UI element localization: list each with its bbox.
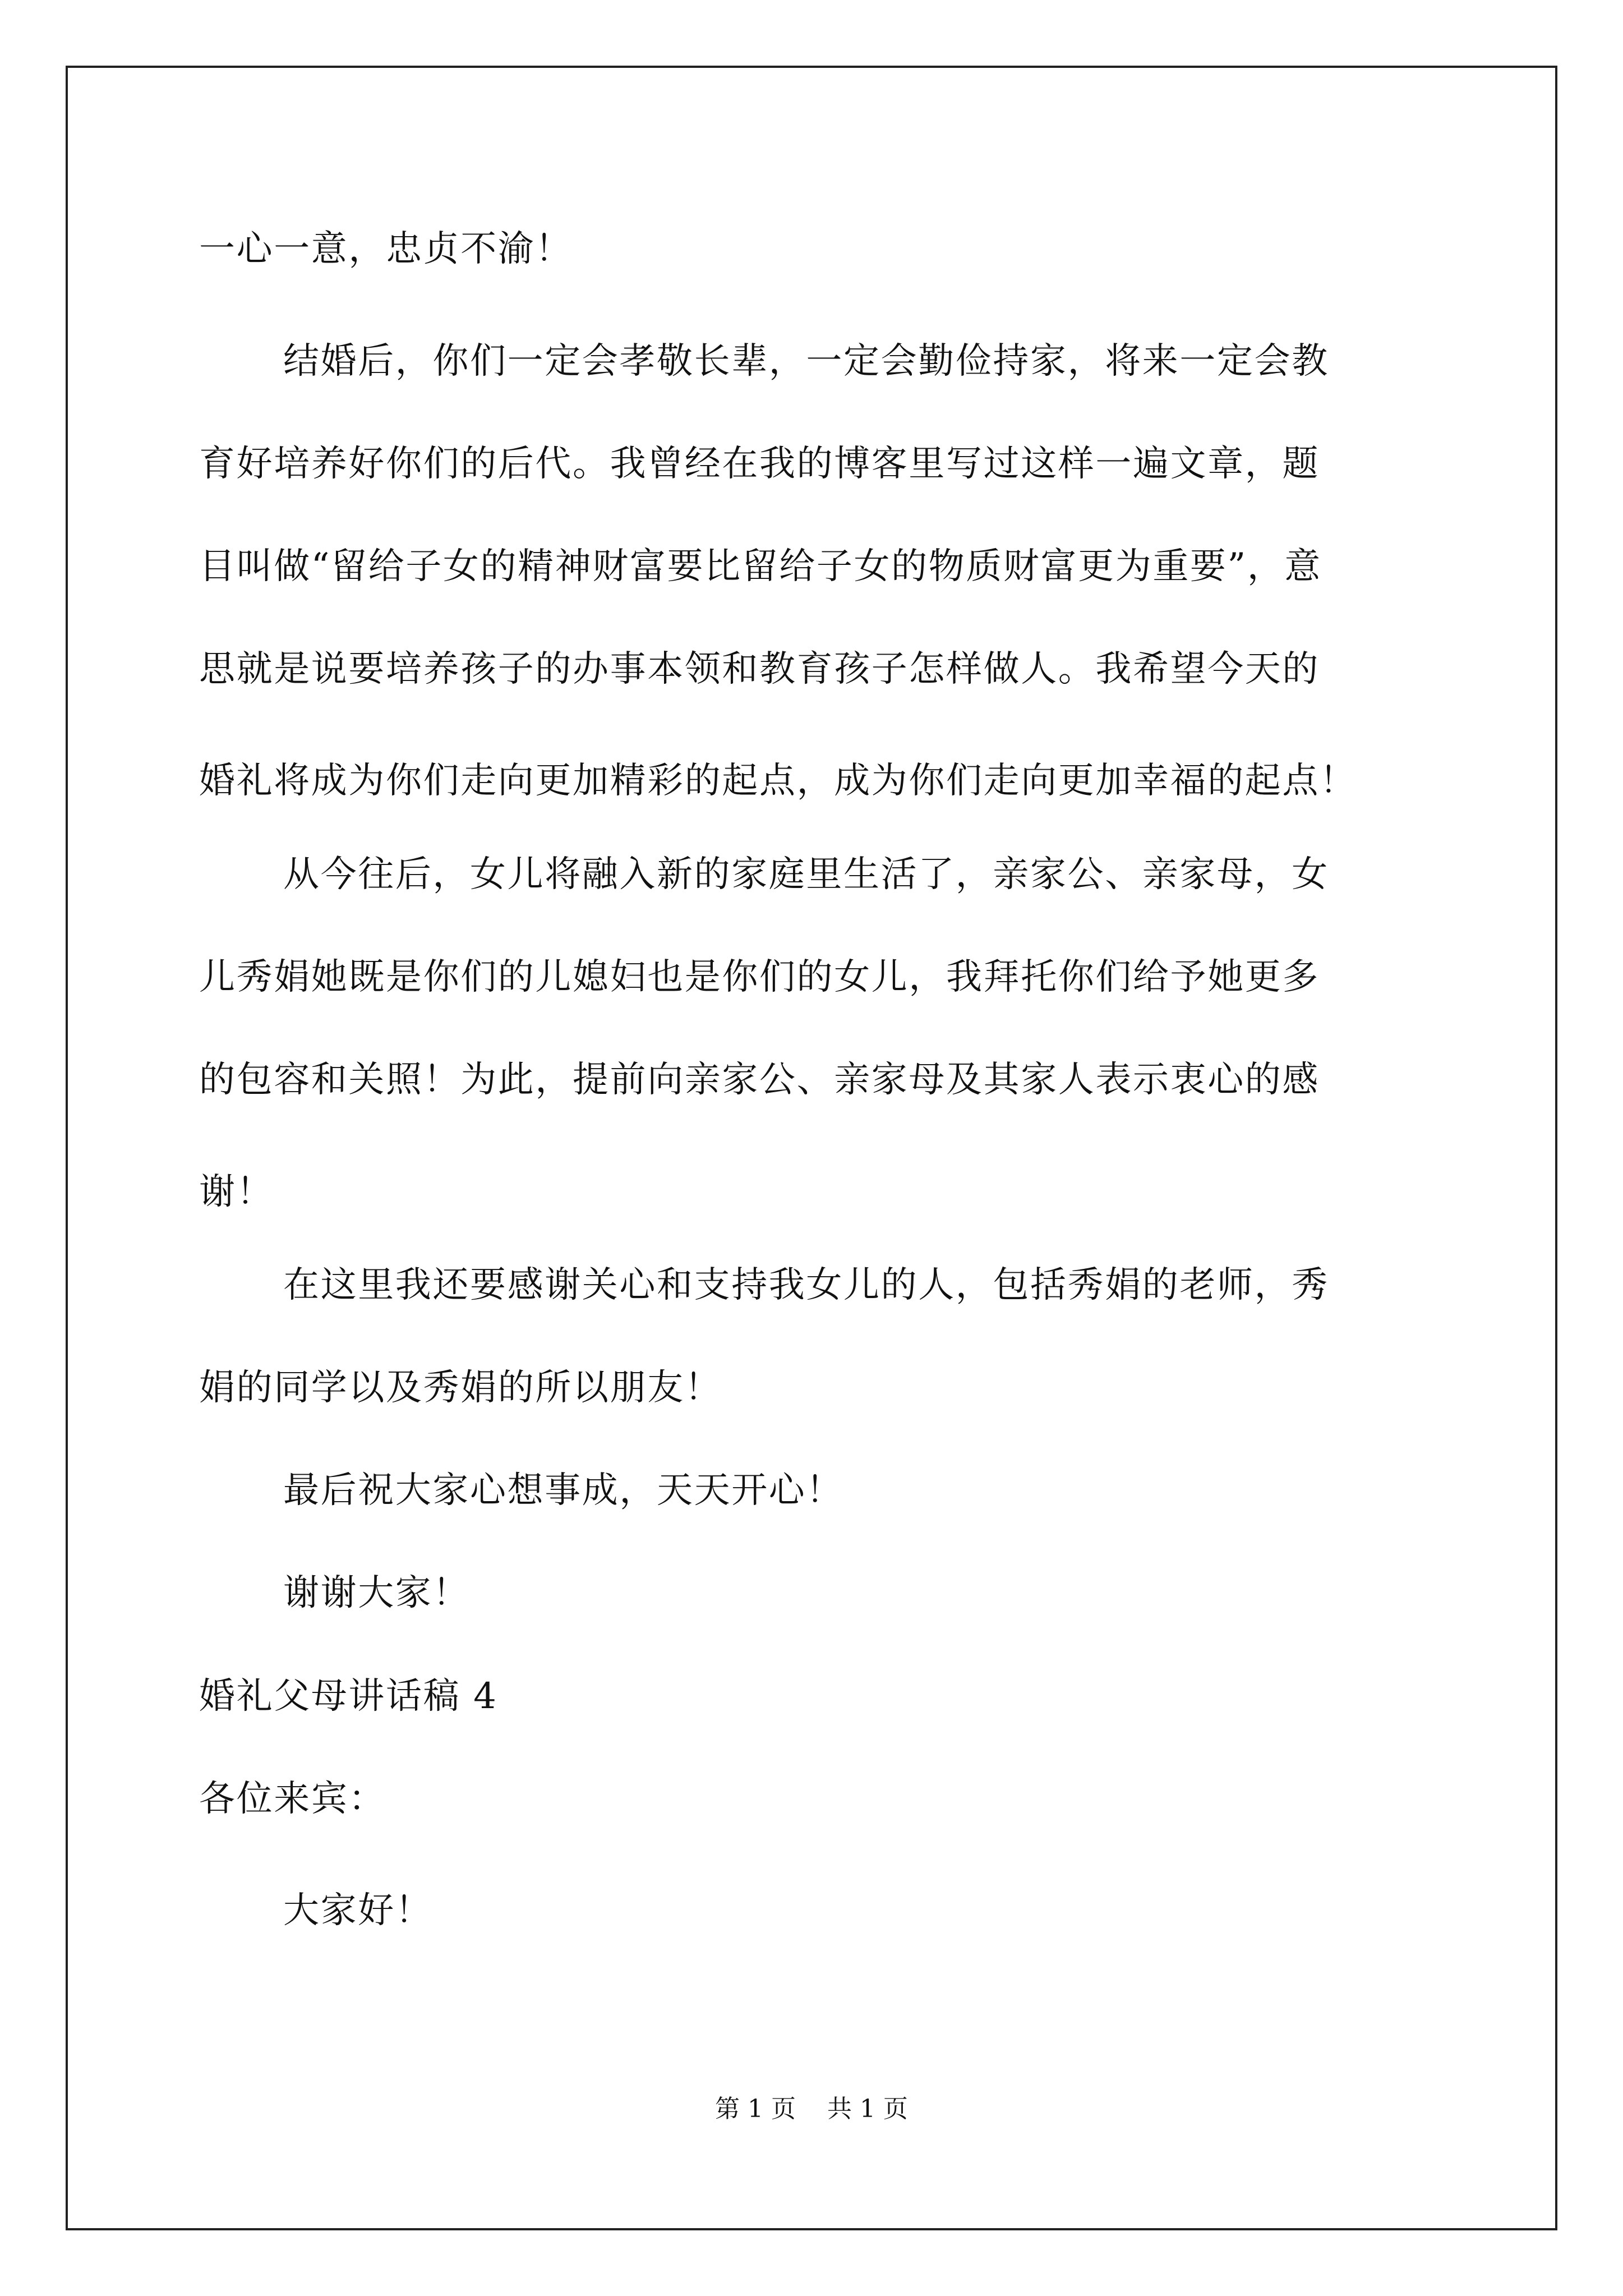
text-line: 在这里我还要感谢关心和支持我女儿的人，包括秀娟的老师，秀 [283, 1264, 1329, 1306]
text-line: 谢谢大家！ [283, 1572, 470, 1614]
text-line: 谢！ [199, 1171, 274, 1213]
text-line: 最后祝大家心想事成，天天开心！ [283, 1470, 843, 1511]
text-line: 娟的同学以及秀娟的所以朋友！ [199, 1367, 722, 1409]
greeting: 大家好！ [283, 1890, 433, 1931]
text-line: 思就是说要培养孩子的办事本领和教育孩子怎样做人。我希望今天的 [199, 648, 1320, 690]
section-heading: 婚礼父母讲话稿 4 [199, 1676, 498, 1717]
text-line: 从今往后，女儿将融入新的家庭里生活了，亲家公、亲家母，女 [283, 854, 1329, 895]
text-line: 目叫做“留给子女的精神财富要比留给子女的物质财富更为重要”，意 [199, 546, 1322, 587]
text-line: 一心一意，忠贞不渝！ [199, 228, 573, 270]
text-line: 的包容和关照！为此，提前向亲家公、亲家母及其家人表示衷心的感 [199, 1059, 1320, 1101]
text-line: 结婚后，你们一定会孝敬长辈，一定会勤俭持家，将来一定会教 [283, 341, 1329, 382]
text-line: 育好培养好你们的后代。我曾经在我的博客里写过这样一遍文章，题 [199, 443, 1320, 485]
text-line: 儿秀娟她既是你们的儿媳妇也是你们的女儿，我拜托你们给予她更多 [199, 956, 1320, 998]
salutation: 各位来宾： [199, 1778, 386, 1820]
page-number-footer: 第 1 页 共 1 页 [715, 2095, 908, 2123]
text-line: 婚礼将成为你们走向更加精彩的起点，成为你们走向更加幸福的起点！ [199, 760, 1357, 802]
